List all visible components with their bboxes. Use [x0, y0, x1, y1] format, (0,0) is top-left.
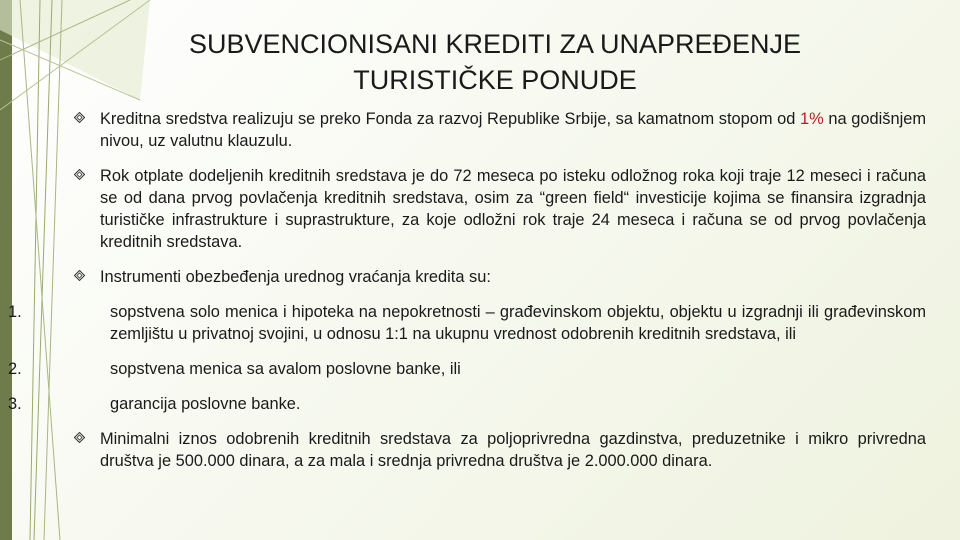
title-line-2: TURISTIČKE PONUDE — [353, 65, 637, 95]
item-number: 3. — [8, 395, 22, 413]
bullet-text: Minimalni iznos odobrenih kreditnih sredstava za poljoprivredna gazdinstva, preduzetnike i mikro privredna društva je 500.000 dinara, a za mala i srednja privredna društva je 2.000.000 dinara. — [100, 430, 926, 470]
item-number: 2. — [8, 360, 22, 378]
bullet-text: Kreditna sredstva realizuju se preko Fonda za razvoj Republike Srbije, sa kamatnom stopom od — [100, 110, 801, 128]
slide-content — [8, 108, 926, 472]
numbered-item — [8, 393, 926, 415]
bullet-text: Rok otplate dodeljenih kreditnih sredstava je do 72 meseca po isteku odložnog roka koji traje 12 meseci i računa se od dana prvog povlačenja kreditnih sredstava, osim za “green field“ investicije kojima se finansira izgradnja turističke infrastrukture i suprastrukture, za koje odložni rok traje 24 meseca i računa se od prvog povlačenja kreditnih sredstava. — [100, 167, 926, 251]
item-text: garancija poslovne banke. — [110, 395, 301, 413]
item-text: sopstvena menica sa avalom poslovne banke, ili — [110, 360, 461, 378]
diamond-outline-icon — [74, 432, 85, 443]
bullet-item — [74, 266, 926, 288]
diamond-outline-icon — [74, 270, 85, 281]
diamond-outline-icon — [74, 169, 85, 180]
item-text: sopstvena solo menica i hipoteka na nepokretnosti – građevinskom objektu, objektu u izgradnji ili građevinskom zemljištu u privatnoj svojini, u odnosu 1:1 na ukupnu vrednost odobrenih kreditnih sredstava, ili — [110, 303, 926, 343]
numbered-item — [8, 358, 926, 380]
bullet-item — [74, 108, 926, 152]
title-line-1: SUBVENCIONISANI KREDITI ZA UNAPREĐENJE — [188, 29, 802, 59]
diamond-outline-icon — [74, 112, 85, 123]
bullet-text: Instrumenti obezbeđenja urednog vraćanja kredita su: — [100, 268, 491, 286]
bullet-text: na godišnjem nivou, uz valutnu klauzulu. — [100, 110, 926, 150]
numbered-item — [8, 301, 926, 345]
interest-rate-highlight: 1% — [800, 110, 824, 128]
slide-title — [150, 26, 840, 98]
bullet-item — [74, 428, 926, 472]
bullet-item — [74, 165, 926, 253]
item-number: 1. — [8, 303, 22, 321]
